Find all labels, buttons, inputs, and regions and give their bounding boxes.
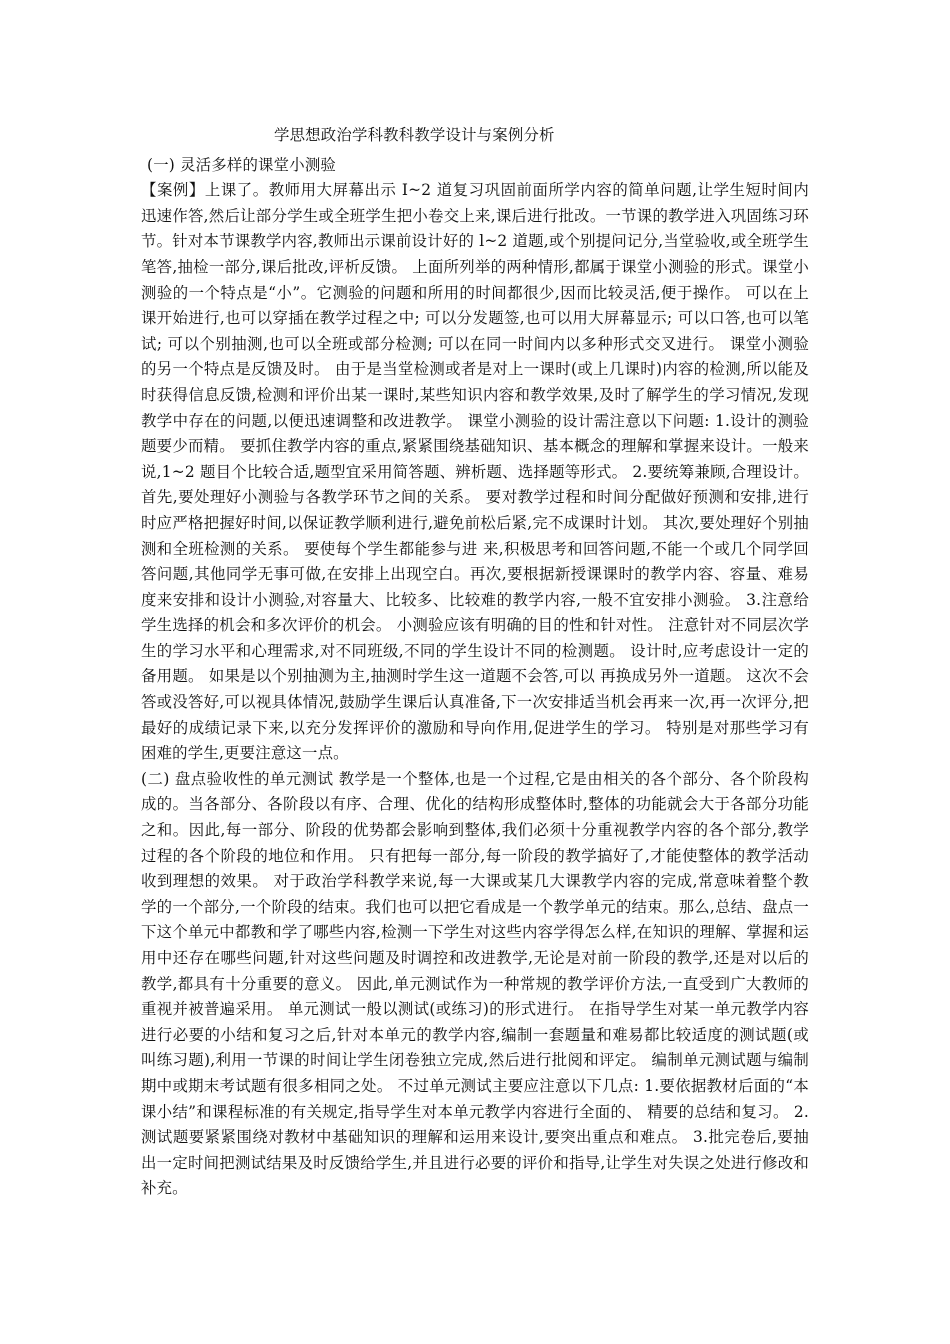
document-title: 学思想政治学科教科教学设计与案例分析 xyxy=(274,126,555,144)
document-page xyxy=(141,123,809,1202)
section-1-heading: (一) 灵活多样的课堂小测验 xyxy=(147,155,336,174)
section-1-body: 【案例】上课了。教师用大屏幕出示 I~2 道复习巩固前面所学内容的简单问题,让学生短时间内迅速作答,然后让部分学生或全班学生把小卷交上来,课后进行批改。一节课的教学进入巩固练习环节。针对本节课教学内容,教师出示课前设计好的 l~2 道题,或个别提问记分,当堂验收,或全班学生笔答,抽检一部分,课后批改,评析反馈。 上面所列举的两种情形,都属于课堂小测验的形式。课堂小测验的一个特点是“小”。它测验的问题和所用的时间都很少,因而比较灵活,便于操作。 可以在上课开始进行,也可以穿插在教学过程之中; 可以分发题签,也可以用大屏幕显示; 可以口答,也可以笔试; 可以个别抽测,也可以全班或部分检测; 可以在同一时间内以多种形式交叉进行。 课堂小测验的另一个特点是反馈及时。 由于是当堂检测或者是对上一课时(或上几课时)内容的检测,所以能及时获得信息反馈,检测和评价出某一课时,某些知识内容和教学效果,及时了解学生的学习情况,发现教学中存在的问题,以便迅速调整和改进教学。 课堂小测验的设计需注意以下问题: 1.设计的测验题要少而精。 要抓住教学内容的重点,紧紧围绕基础知识、基本概念的理解和掌握来设计。一般来说,1~2 题目个比较合适,题型宜采用简答题、辨析题、选择题等形式。 2.要统筹兼顾,合理设计。首先,要处理好小测验与各教学环节之间的关系。 要对教学过程和时间分配做好预测和安排,进行时应严格把握好时间,以保证教学顺利进行,避免前松后紧,完不成课时计划。 其次,要处理好个别抽测和全班检测的关系。 要使每个学生都能参与进 来,积极思考和回答问题,不能一个或几个同学回答问题,其他同学无事可做,在安排上出现空白。再次,要根据新授课课时的教学内容、容量、难易度来安排和设计小测验,对容量大、比较多、比较难的教学内容,一般不宜安排小测验。 3.注意给学生选择的机会和多次评价的机会。 小测验应该有明确的目的性和针对性。 注意针对不同层次学生的学习水平和心理需求,对不同班级,不同的学生设计不同的检测题。 设计时,应考虑设计一定的备用题。 如果是以个别抽测为主,抽测时学生这一道题不会答,可以 再换成另外一道题。 这次不会答或没答好,可以视具体情况,鼓励学生课后认真准备,下一次安排适当机会再来一次,再一次评分,把最好的成绩记录下来,以充分发挥评价的激励和导向作用,促进学生的学习。 特别是对那些学习有困难的学生,更要注意这一点。 xyxy=(141,181,809,763)
section-2-body: (二) 盘点验收性的单元测试 教学是一个整体,也是一个过程,它是由相关的各个部分、各个阶段构成的。当各部分、各阶段以有序、合理、优化的结构形成整体时,整体的功能就会大于各部分功能之和。因此,每一部分、阶段的优势都会影响到整体,我们必须十分重视教学内容的各个部分,教学过程的各个阶段的地位和作用。 只有把每一部分,每一阶段的教学搞好了,才能使整体的教学活动收到理想的效果。 对于政治学科教学来说,每一大课或某几大课教学内容的完成,常意味着整个教学的一个部分,一个阶段的结束。我们也可以把它看成是一个教学单元的结束。那么,总结、盘点一下这个单元中都教和学了哪些内容,检测一下学生对这些内容学得怎么样,在知识的理解、掌握和运用中还存在哪些问题,针对这些问题及时调控和改进教学,无论是对前一阶段的教学,还是对以后的教学,都具有十分重要的意义。 因此,单元测试作为一种常规的教学评价方法,一直受到广大教师的重视并被普遍采用。 单元测试一般以测试(或练习)的形式进行。 在指导学生对某一单元教学内容进行必要的小结和复习之后,针对本单元的教学内容,编制一套题量和难易都比较适度的测试题(或叫练习题),利用一节课的时间让学生闭卷独立完成,然后进行批阅和评定。 编制单元测试题与编制期中或期末考试题有很多相同之处。 不过单元测试主要应注意以下几点: 1.要依据教材后面的“本课小结”和课程标准的有关规定,指导学生对本单元教学内容进行全面的、 精要的总结和复习。 2.测试题要紧紧围绕对教材中基础知识的理解和运用来设计,要突出重点和难点。 3.批完卷后,要抽出一定时间把测试结果及时反馈给学生,并且进行必要的评价和指导,让学生对失误之处进行修改和补充。 xyxy=(141,769,809,1198)
